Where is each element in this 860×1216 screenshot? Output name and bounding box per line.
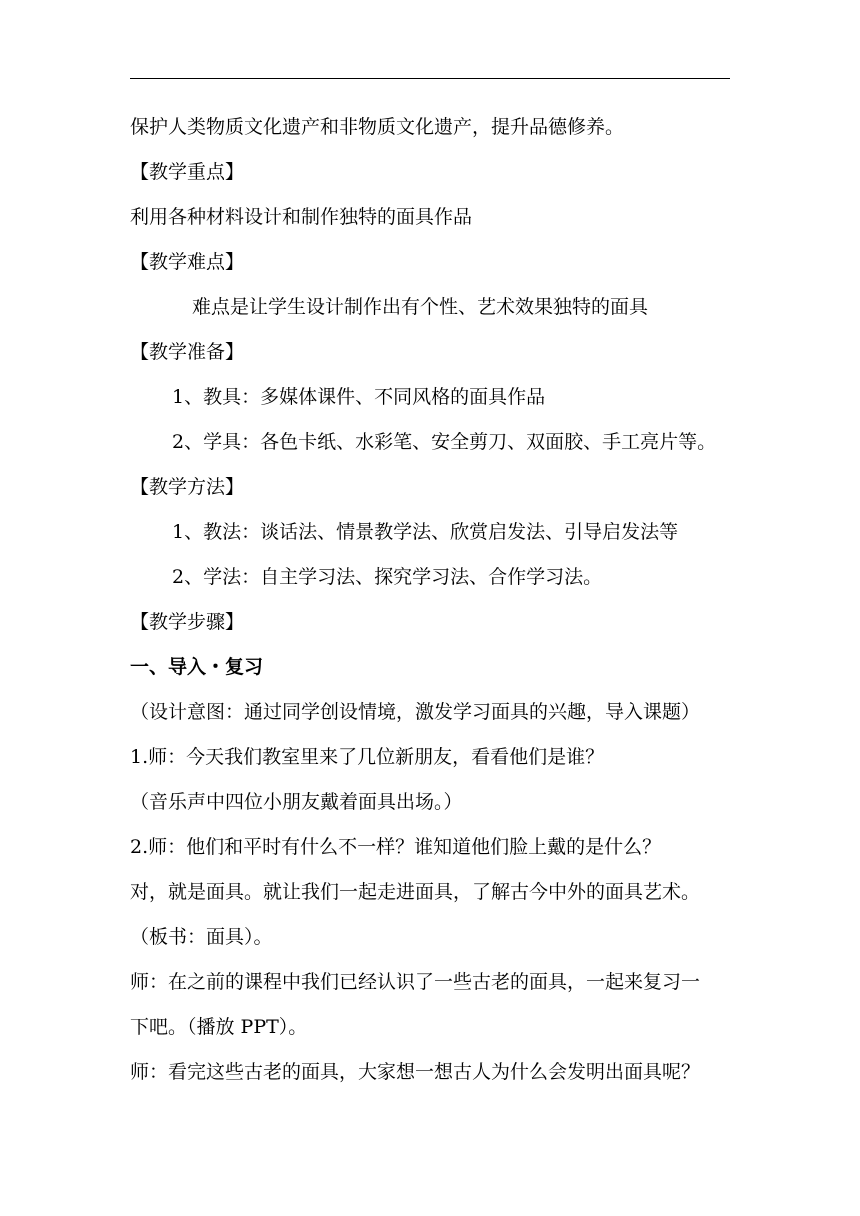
text-line: 保护人类物质文化遗产和非物质文化遗产，提升品德修养。 [130, 116, 625, 138]
text-line: 利用各种材料设计和制作独特的面具作品 [130, 206, 473, 228]
section-heading-methods: 【教学方法】 [130, 476, 245, 498]
text-line: 下吧。（播放 PPT）。 [130, 1016, 308, 1038]
header-rule [130, 78, 730, 79]
section-heading-key-points: 【教学重点】 [130, 161, 245, 183]
text-line: 难点是让学生设计制作出有个性、艺术效果独特的面具 [192, 296, 649, 318]
text-line: （板书：面具）。 [130, 926, 273, 948]
subsection-heading: 一、导入・复习 [130, 656, 264, 678]
text-line: 师：在之前的课程中我们已经认识了一些古老的面具，一起来复习一 [130, 971, 701, 993]
text-line: 对，就是面具。就让我们一起走进面具，了解古今中外的面具艺术。 [130, 881, 701, 903]
text-line: 1、教法：谈话法、情景教学法、欣赏启发法、引导启发法等 [172, 521, 679, 543]
section-heading-difficulties: 【教学难点】 [130, 251, 245, 273]
text-line: 师：看完这些古老的面具，大家想一想古人为什么会发明出面具呢？ [130, 1061, 701, 1083]
text-line: 2.师：他们和平时有什么不一样？谁知道他们脸上戴的是什么？ [130, 836, 662, 858]
section-heading-preparation: 【教学准备】 [130, 341, 245, 363]
text-line: 1.师：今天我们教室里来了几位新朋友，看看他们是谁？ [130, 746, 605, 768]
text-line: （设计意图：通过同学创设情境，激发学习面具的兴趣，导入课题） [130, 701, 701, 723]
text-line: 1、教具：多媒体课件、不同风格的面具作品 [172, 386, 546, 408]
text-line: （音乐声中四位小朋友戴着面具出场。） [130, 791, 463, 813]
text-line: 2、学具：各色卡纸、水彩笔、安全剪刀、双面胶、手工亮片等。 [172, 431, 717, 453]
text-line: 2、学法：自主学习法、探究学习法、合作学习法。 [172, 566, 603, 588]
section-heading-steps: 【教学步骤】 [130, 611, 245, 633]
